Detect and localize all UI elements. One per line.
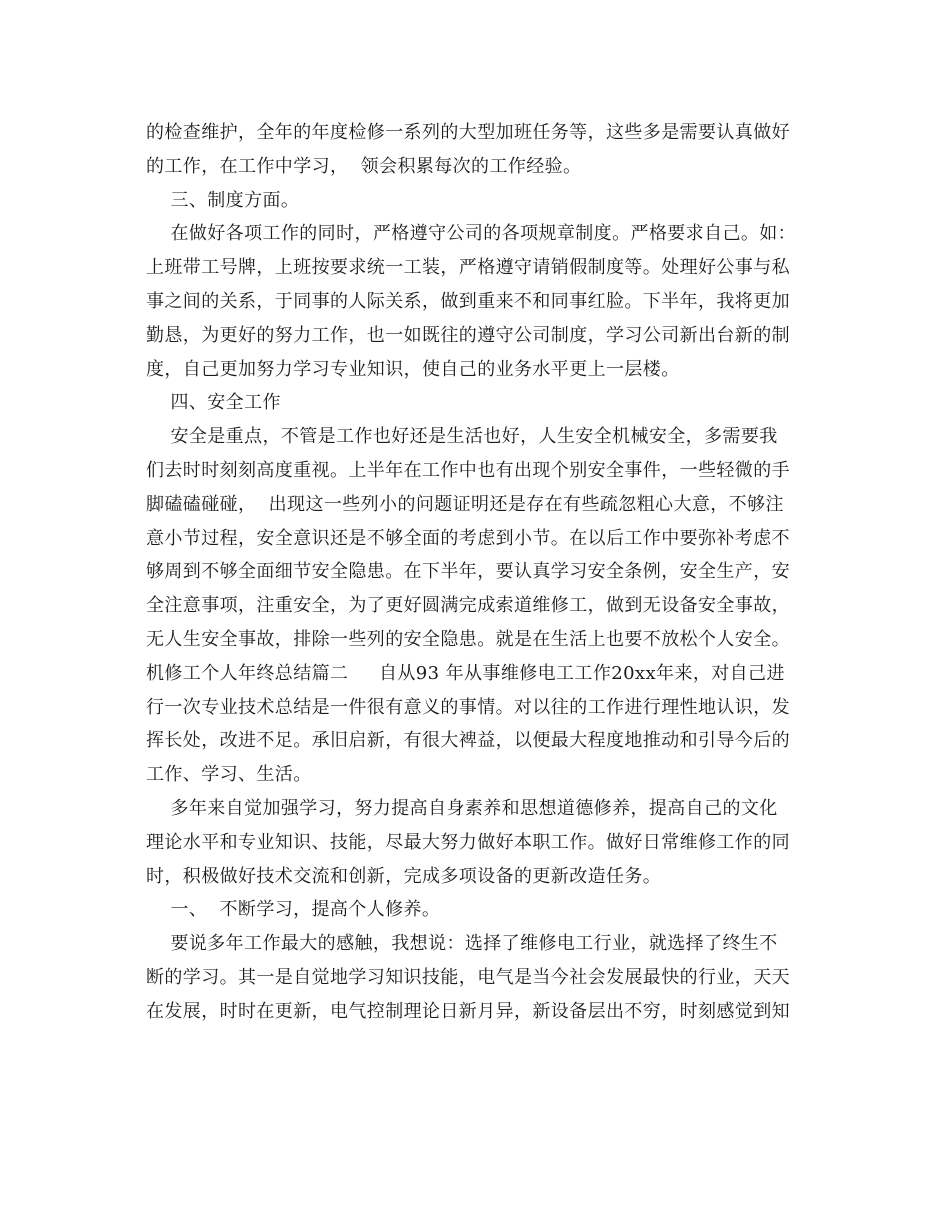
text-line: 脚磕磕碰碰， 出现这一些列小的问题证明还是存在有些疏忽粗心大意，不够注 <box>146 493 784 515</box>
section-heading: 一、 不断学习，提高个人修养。 <box>146 899 441 921</box>
text-line: 勤恳，为更好的努力工作，也一如既往的遵守公司制度，学习公司新出台新的制 <box>146 324 790 346</box>
section-heading: 四、安全工作 <box>146 392 281 414</box>
text-line: 理论水平和专业知识、技能，尽最大努力做好本职工作。做好日常维修工作的同 <box>146 831 790 853</box>
text-line: 的检查维护，全年的年度检修一系列的大型加班任务等，这些多是需要认真做好 <box>146 122 790 143</box>
text-line: 断的学习。其一是自觉地学习知识技能，电气是当今社会发展最快的行业，天天 <box>146 966 790 988</box>
text-line: 工作、学习、生活。 <box>146 764 312 786</box>
text-line: 挥长处，改进不足。承旧启新，有很大裨益，以便最大程度地推动和引导今后的 <box>146 730 790 752</box>
text-line: 机修工个人年终总结篇二 自从93 年从事维修电工工作20xx年来，对自己进 <box>146 662 785 684</box>
text-line: 度，自己更加努力学习专业知识，使自己的业务水平更上一层楼。 <box>146 358 680 380</box>
document-body <box>146 116 806 1029</box>
text-line: 多年来自觉加强学习，努力提高自身素养和思想道德修养，提高自己的文化 <box>146 797 778 819</box>
section-heading: 三、制度方面。 <box>146 189 300 211</box>
text-line: 够周到不够全面细节安全隐患。在下半年，要认真学习安全条例，安全生产，安 <box>146 561 790 583</box>
text-line: 上班带工号牌，上班按要求统一工装，严格遵守请销假制度等。处理好公事与私 <box>146 257 790 279</box>
text-line: 意小节过程，安全意识还是不够全面的考虑到小节。在以后工作中要弥补考虑不 <box>146 527 790 549</box>
text-line: 要说多年工作最大的感触，我想说：选择了维修电工行业，就选择了终生不 <box>146 933 778 955</box>
text-line: 无人生安全事故，排除一些列的安全隐患。就是在生活上也要不放松个人安全。 <box>146 628 790 650</box>
text-line: 行一次专业技术总结是一件很有意义的事情。对以往的工作进行理性地认识，发 <box>146 696 790 718</box>
text-line: 在发展，时时在更新，电气控制理论日新月异，新设备层出不穷，时刻感觉到知 <box>146 1000 790 1022</box>
text-line: 全注意事项，注重安全，为了更好圆满完成索道维修工，做到无设备安全事故， <box>146 595 790 617</box>
text-line: 时，积极做好技术交流和创新，完成多项设备的更新改造任务。 <box>146 865 662 887</box>
text-line: 的工作，在工作中学习， 领会积累每次的工作经验。 <box>146 155 582 177</box>
text-line: 事之间的关系，于同事的人际关系，做到重来不和同事红脸。下半年，我将更加 <box>146 290 790 312</box>
text-line: 们去时时刻刻高度重视。上半年在工作中也有出现个别安全事件，一些轻微的手 <box>146 459 790 481</box>
text-line: 安全是重点，不管是工作也好还是生活也好，人生安全机械安全，多需要我 <box>146 426 778 448</box>
text-line: 在做好各项工作的同时，严格遵守公司的各项规章制度。严格要求自己。如： <box>146 223 797 245</box>
